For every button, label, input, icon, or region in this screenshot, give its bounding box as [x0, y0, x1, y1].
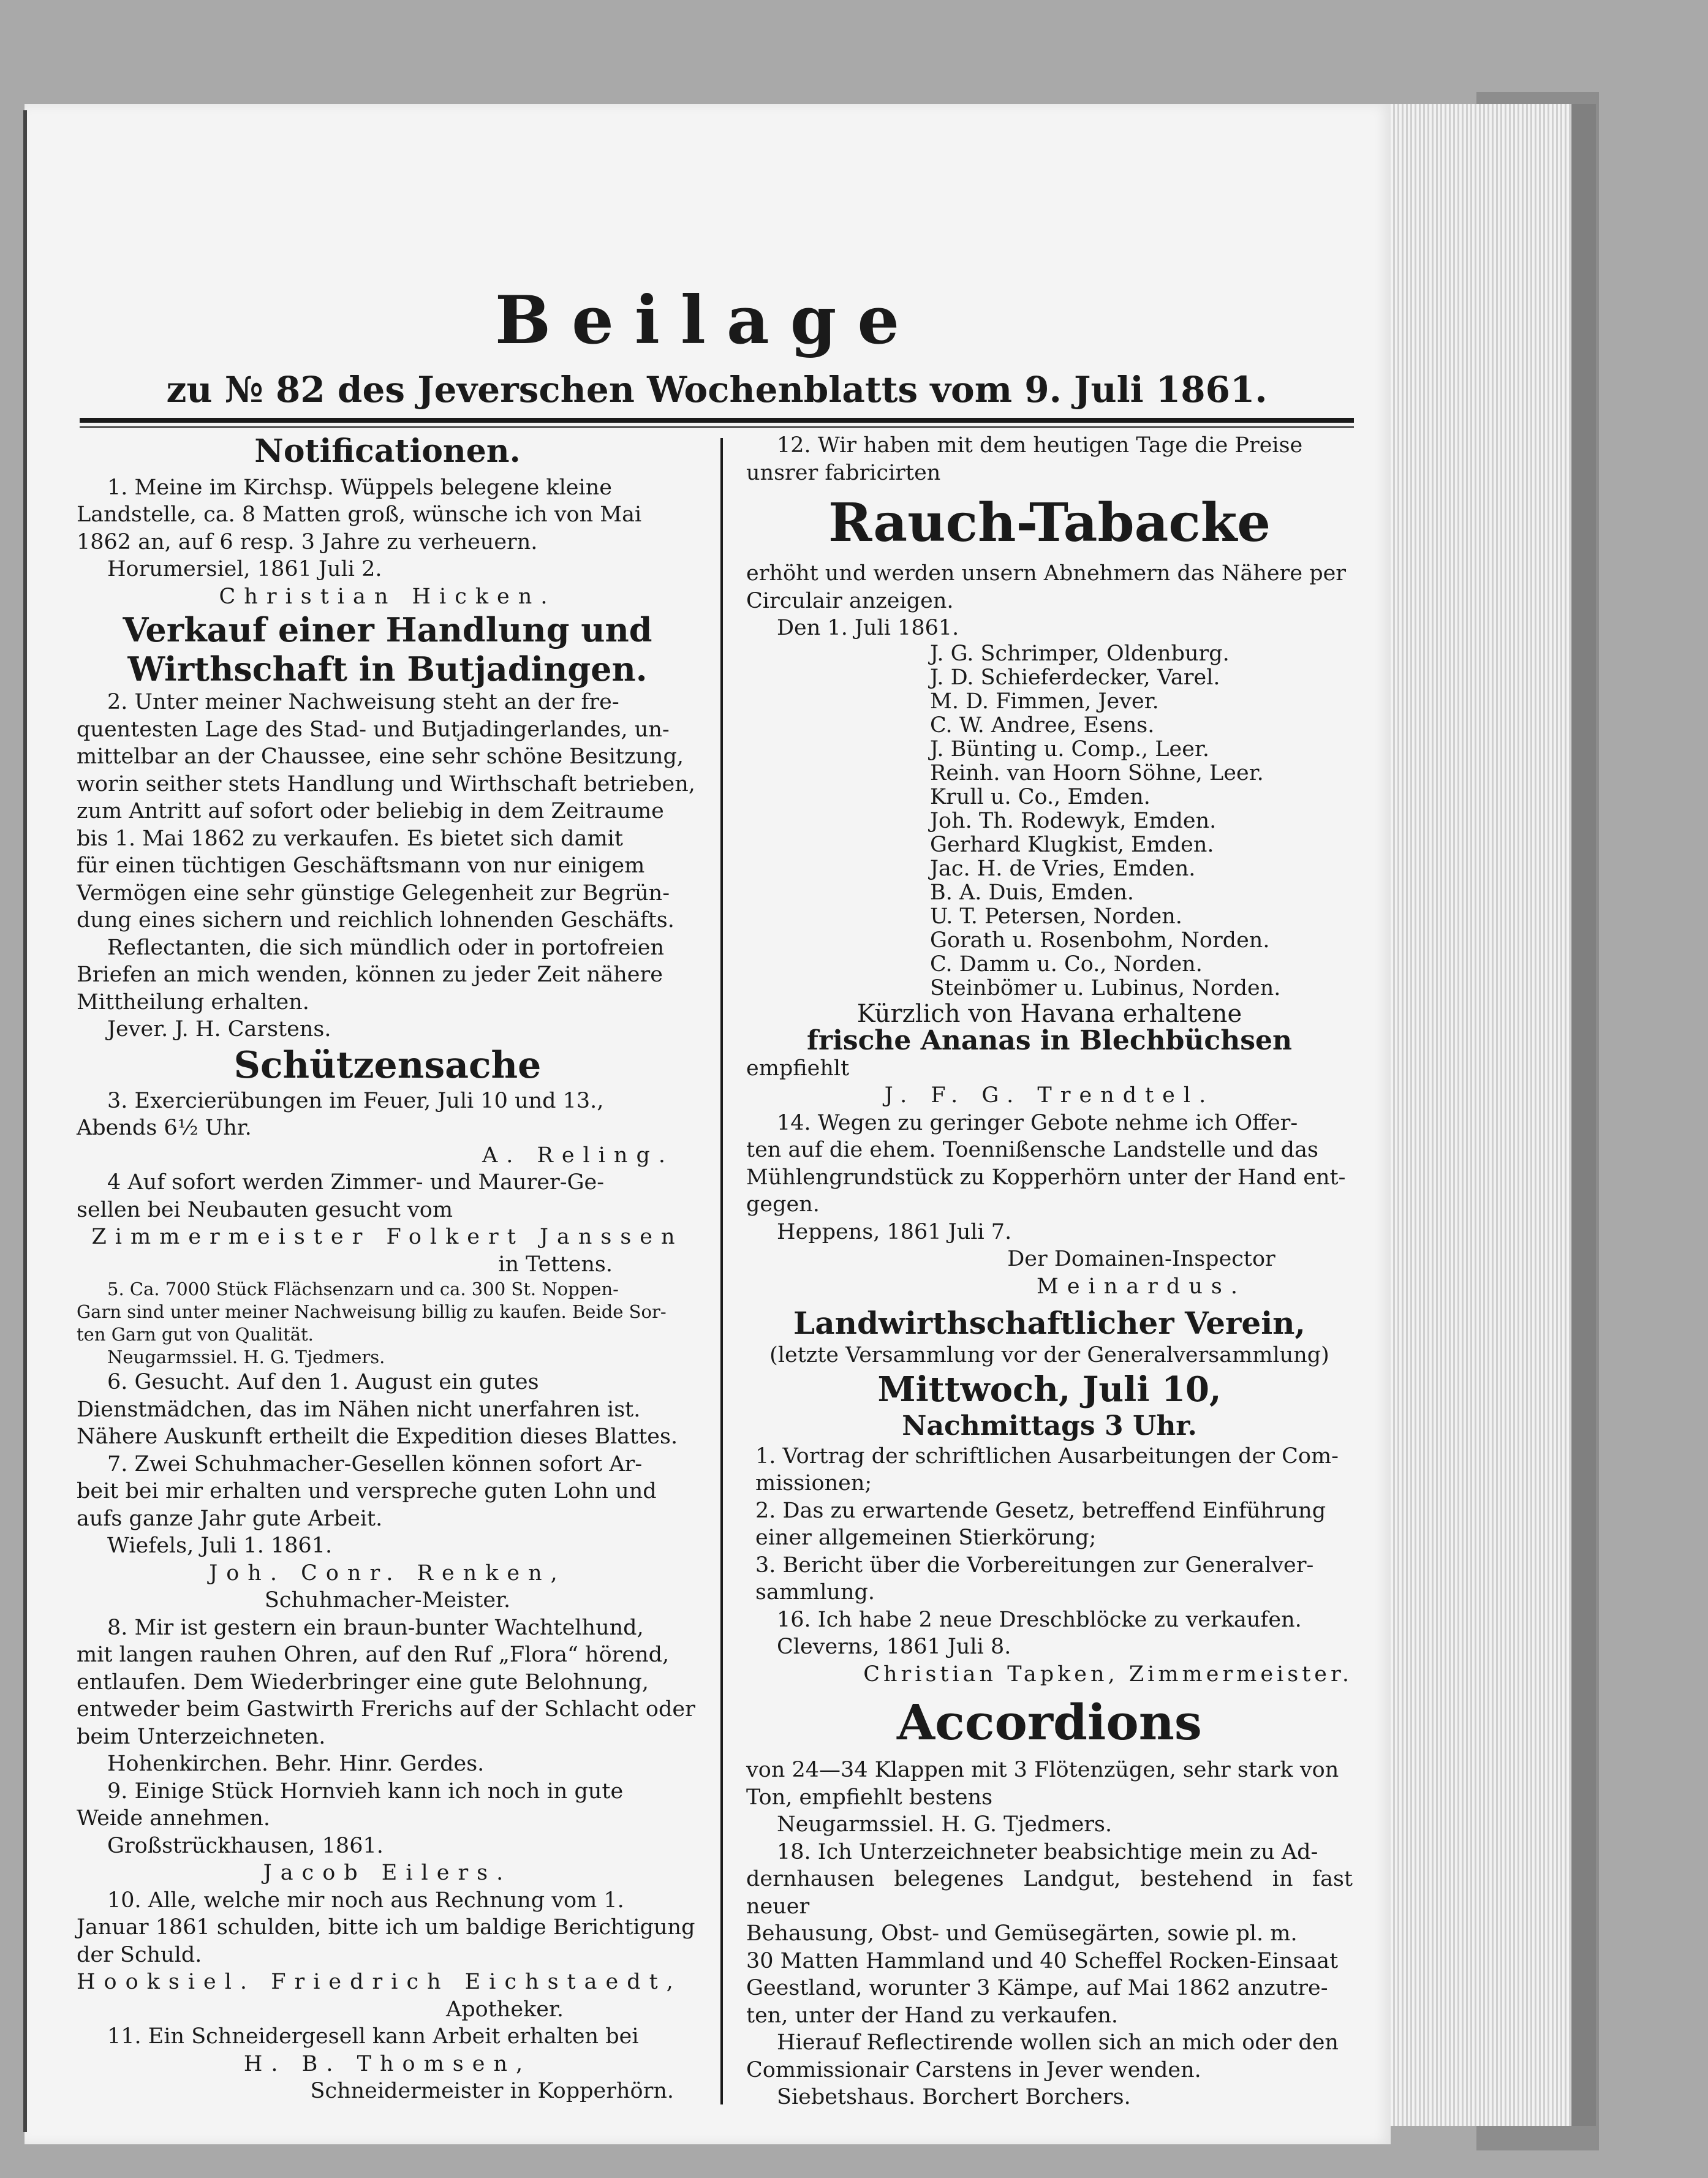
firm-name: M. D. Fimmen, Jever. [930, 689, 1159, 714]
agenda-item: 2. Das zu erwartende Gesetz, betreffend Einführung [755, 1498, 1326, 1523]
meeting-date: Mittwoch, Juli 10, [877, 1369, 1222, 1410]
signature: H. B. Thomsen, [243, 2051, 532, 2076]
text-line: sellen bei Neubauten gesucht vom [77, 1197, 453, 1222]
text-line: Landstelle, ca. 8 Matten groß, wünsche ich von Mai [77, 502, 642, 527]
text-line: bis 1. Mai 1862 zu verkaufen. Es bietet sich damit [77, 826, 623, 851]
text-line: 16. Ich habe 2 neue Dreschblöcke zu verkaufen. [777, 1607, 1302, 1632]
text-line: Nähere Auskunft ertheilt die Expedition dieses Blattes. [77, 1424, 678, 1449]
text-line: Mittheilung erhalten. [77, 989, 309, 1015]
text-line: Abends 6½ Uhr. [77, 1116, 252, 1140]
text-line: Wiefels, Juli 1. 1861. [107, 1533, 333, 1558]
text-line: Behausung, Obst- und Gemüsegärten, sowie pl. m. [746, 1921, 1298, 1946]
text-line: Briefen an mich wenden, können zu jeder Zeit nähere [77, 962, 663, 987]
signature: Neugarmssiel. H. G. Tjedmers. [107, 1347, 385, 1367]
text-line: quentesten Lage des Stad- und Butjadingerlandes, un- [77, 717, 670, 742]
firm-name: Steinbömer u. Lubinus, Norden. [930, 975, 1281, 1000]
notice-5 [77, 1278, 698, 1369]
text-line: Mühlengrundstück zu Kopperhörn unter der Hand ent- [746, 1165, 1346, 1190]
page-edges [1363, 104, 1596, 2126]
signature: Meinardus. [1037, 1274, 1246, 1299]
text-line: 12. Wir haben mit dem heutigen Tage die Preise [777, 433, 1303, 458]
header-rule [80, 418, 1354, 423]
text-line: ten, unter der Hand zu verkaufen. [746, 2003, 1118, 2028]
firm-name: U. T. Petersen, Norden. [930, 904, 1182, 929]
text-line: Den 1. Juli 1861. [777, 616, 959, 640]
text-line: 18. Ich Unterzeichneter beabsichtige mein zu Ad- [777, 1839, 1318, 1864]
text-line: Geestland, worunter 3 Kämpe, auf Mai 1862 anzutre- [746, 1976, 1328, 2000]
text-line: 8. Mir ist gestern ein braun-bunter Wachtelhund, [107, 1615, 644, 1640]
text-line: entweder beim Gastwirth Frerichs auf der Schlacht oder [77, 1697, 695, 1722]
firm-name: Gorath u. Rosenbohm, Norden. [930, 928, 1270, 953]
text-line: Cleverns, 1861 Juli 8. [777, 1635, 1011, 1659]
text-line: in Tettens. [498, 1252, 613, 1277]
firm-name: J. G. Schrimper, Oldenburg. [930, 641, 1230, 666]
signature: Zimmermeister Folkert Janssen [91, 1225, 684, 1249]
notice-10 [77, 1887, 698, 2024]
agenda-item: missionen; [755, 1471, 872, 1495]
text-line: 14. Wegen zu geringer Gebote nehme ich Offer- [777, 1110, 1298, 1135]
notice-heading: Accordions [897, 1693, 1202, 1751]
text-line: Commissionair Carstens in Jever wenden. [746, 2057, 1201, 2082]
notice-7 [77, 1451, 698, 1614]
text-line: 30 Matten Hammland und 40 Scheffel Rocken-Einsaat [746, 1948, 1339, 1973]
text-line: 11. Ein Schneidergesell kann Arbeit erhalten bei [107, 2024, 639, 2049]
text-line: Apotheker. [445, 1997, 564, 2022]
agenda-item: einer allgemeinen Stierkörung; [755, 1526, 1097, 1550]
firm-name: C. Damm u. Co., Norden. [930, 951, 1203, 977]
text-line: gegen. [746, 1192, 820, 1217]
page-title: Beilage [494, 282, 921, 359]
firm-name: Krull u. Co., Emden. [930, 784, 1151, 809]
text-line: Horumersiel, 1861 Juli 2. [107, 557, 382, 581]
agenda-item: sammlung. [755, 1580, 875, 1605]
newspaper-page [25, 104, 1391, 2144]
signature: Hooksiel. Friedrich Eichstaedt, [77, 1970, 682, 1994]
agenda-item: 3. Bericht über die Vorbereitungen zur Generalver- [755, 1552, 1314, 1578]
notice-4 [77, 1169, 698, 1278]
text-line: 5. Ca. 7000 Stück Flächsenzarn und ca. 300 St. Noppen- [107, 1279, 619, 1299]
firm-name: J. Bünting u. Comp., Leer. [930, 736, 1209, 762]
text-line: mittelbar an der Chaussee, eine sehr schöne Besitzung, [77, 744, 684, 769]
signature: Jacob Eilers. [263, 1861, 512, 1885]
signature: Siebetshaus. Borchert Borchers. [777, 2085, 1131, 2109]
signature: Joh. Conr. Renken, [209, 1560, 566, 1586]
text-line: (letzte Versammlung vor der Generalversammlung) [769, 1343, 1329, 1367]
signature: Christian Tapken, Zimmermeister. [863, 1662, 1353, 1687]
text-line: dernhausen belegenes Landgut, bestehend in fast neuer [746, 1867, 1353, 1919]
text-line: Vermögen eine sehr günstige Gelegenheit zur Begrün- [77, 880, 670, 906]
firm-name: Gerhard Klugkist, Emden. [930, 832, 1214, 857]
text-line: 9. Einige Stück Hornvieh kann ich noch in gute [107, 1779, 624, 1804]
text-line: Schuhmacher-Meister. [264, 1588, 511, 1613]
text-line: mit langen rauhen Ohren, auf den Ruf „Flora“ hörend, [77, 1643, 670, 1667]
firm-name: B. A. Duis, Emden. [930, 880, 1135, 905]
text-line: Reflectanten, die sich mündlich oder in portofreien [107, 935, 665, 960]
notice-13 [746, 1000, 1353, 1110]
notice-12 [746, 432, 1353, 1000]
text-line: erhöht und werden unsern Abnehmern das Nähere per [746, 561, 1347, 586]
gutter-shadow [23, 110, 27, 2132]
header-rule-thin [80, 426, 1354, 428]
signature: A. Reling. [482, 1143, 674, 1168]
notice-2 [77, 610, 698, 1043]
signature: Christian Hicken. [219, 584, 556, 609]
signature: Jever. J. H. Carstens. [107, 1017, 331, 1042]
notice-heading: Schützensache [233, 1043, 542, 1087]
notice-heading: Rauch-Tabacke [828, 492, 1271, 554]
text-line: beim Unterzeichneten. [77, 1724, 326, 1749]
page-subtitle: zu № 82 des Jeverschen Wochenblatts vom 9. Juli 1861. [166, 369, 1268, 410]
text-line: ten auf die ehem. Toennißensche Landstelle und das [746, 1138, 1318, 1162]
text-line: Dienstmädchen, das im Nähen nicht unerfahren ist. [77, 1397, 641, 1422]
text-line: für einen tüchtigen Geschäftsmann von nur einigem [77, 853, 645, 878]
text-line: aufs ganze Jahr gute Arbeit. [77, 1506, 383, 1531]
firm-name: Joh. Th. Rodewyk, Emden. [930, 808, 1217, 833]
notice-3 [77, 1043, 698, 1170]
text-line: Kürzlich von Havana erhaltene [856, 999, 1242, 1028]
firm-name: Reinh. van Hoorn Söhne, Leer. [930, 760, 1264, 785]
notice-16 [746, 1606, 1353, 1688]
notice-15 [746, 1300, 1353, 1606]
text-line: Garn sind unter meiner Nachweisung billig zu kaufen. Beide Sor- [77, 1301, 667, 1322]
text-line: 3. Exercierübungen im Feuer, Juli 10 und 13., [107, 1088, 604, 1113]
notice-8 [77, 1614, 698, 1778]
notice-1 [77, 474, 698, 611]
text-line: 1. Meine im Kirchsp. Wüppels belegene kleine [107, 475, 612, 500]
meeting-time: Nachmittags 3 Uhr. [902, 1410, 1197, 1442]
text-line: Circulair anzeigen. [746, 588, 954, 613]
text-line: Hierauf Reflectirende wollen sich an mich oder den [777, 2030, 1339, 2055]
firm-name: C. W. Andree, Esens. [930, 713, 1155, 738]
firm-name: Jac. H. de Vries, Emden. [930, 856, 1196, 881]
text-line: 1862 an, auf 6 resp. 3 Jahre zu verheuern. [77, 529, 538, 554]
column-divider [720, 438, 723, 2104]
notice-heading: frische Ananas in Blechbüchsen [807, 1025, 1292, 1056]
text-line: 4 Auf sofort werden Zimmer- und Maurer-Ge- [107, 1170, 605, 1195]
notice-heading: Wirthschaft in Butjadingen. [127, 649, 648, 689]
text-line: unsrer fabricirten [746, 460, 941, 485]
text-line: ten Garn gut von Qualität. [77, 1324, 314, 1345]
text-line: entlaufen. Dem Wiederbringer eine gute Belohnung, [77, 1669, 649, 1695]
text-line: 7. Zwei Schuhmacher-Gesellen können sofort Ar- [107, 1451, 643, 1477]
text-line: Ton, empfiehlt bestens [746, 1785, 993, 1810]
notice-14 [746, 1110, 1353, 1301]
signature: J. F. G. Trendtel. [884, 1083, 1215, 1108]
text-line: dung eines sichern und reichlich lohnenden Geschäfts. [77, 908, 675, 932]
text-line: 2. Unter meiner Nachweisung steht an der fre- [107, 690, 619, 714]
signature: Hohenkirchen. Behr. Hinr. Gerdes. [107, 1752, 485, 1776]
agenda-item: 1. Vortrag der schriftlichen Ausarbeitungen der Com- [755, 1443, 1339, 1469]
text-line: 10. Alle, welche mir noch aus Rechnung vom 1. [107, 1888, 624, 1913]
notice-heading: Verkauf einer Handlung und [123, 610, 652, 649]
notice-6 [77, 1369, 698, 1451]
right-column [746, 432, 1353, 2111]
text-line: Großstrückhausen, 1861. [107, 1833, 384, 1858]
text-line: worin seither stets Handlung und Wirthschaft betrieben, [77, 771, 695, 796]
notice-9 [77, 1778, 698, 1887]
notice-17 [746, 1693, 1353, 1839]
notice-heading: Landwirthschaftlicher Verein, [793, 1305, 1306, 1341]
section-heading: Notificationen. [254, 433, 521, 470]
signature: Neugarmssiel. H. G. Tjedmers. [777, 1812, 1113, 1837]
left-column [77, 432, 698, 2105]
text-line: Der Domainen-Inspector [1007, 1247, 1275, 1271]
text-line: von 24—34 Klappen mit 3 Flötenzügen, sehr stark von [746, 1758, 1339, 1782]
text-line: Weide annehmen. [77, 1806, 271, 1831]
text-line: Januar 1861 schulden, bitte ich um baldige Berichtigung [77, 1915, 695, 1940]
text-line: Heppens, 1861 Juli 7. [777, 1219, 1012, 1244]
text-line: zum Antritt auf sofort oder beliebig in dem Zeitraume [77, 799, 664, 823]
text-line: beit bei mir erhalten und verspreche guten Lohn und [77, 1479, 657, 1503]
text-line: der Schuld. [77, 1942, 202, 1967]
text-line: 6. Gesucht. Auf den 1. August ein gutes [107, 1370, 539, 1394]
text-line: empfiehlt [746, 1056, 850, 1081]
text-line: Schneidermeister in Kopperhörn. [310, 2079, 674, 2103]
notice-11 [77, 2023, 698, 2105]
notice-18 [746, 1839, 1353, 2111]
firm-name: J. D. Schieferdecker, Varel. [930, 665, 1220, 690]
agenda-list [746, 1443, 1353, 1606]
firm-list [746, 642, 1353, 1000]
